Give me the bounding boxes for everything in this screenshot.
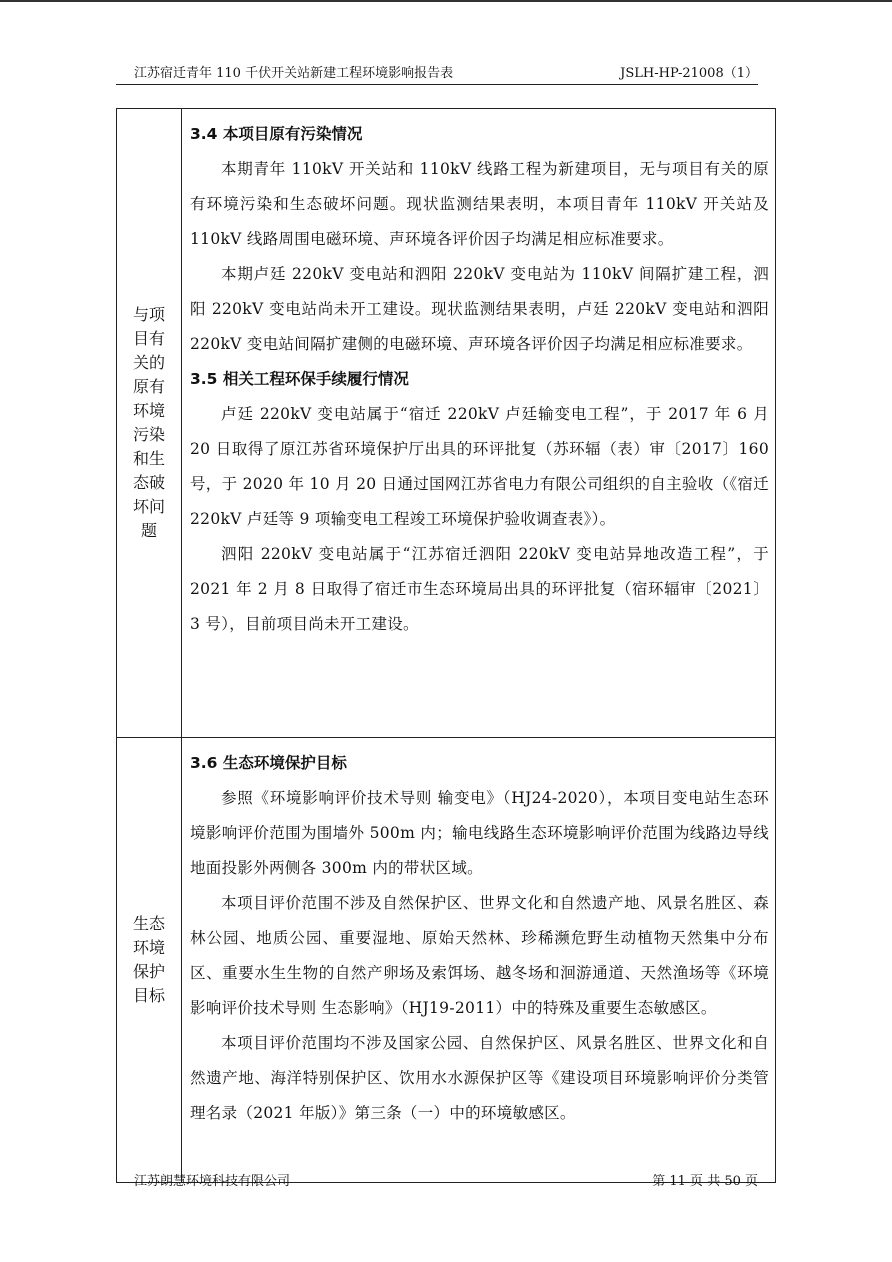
content-table <box>116 108 776 1183</box>
section-heading: 3.6 生态环境保护目标 <box>190 754 347 772</box>
page-footer <box>134 1172 758 1192</box>
page-header <box>134 64 758 84</box>
row-content-cell <box>182 738 776 1183</box>
paragraph: 参照《环境影响评价技术导则 输变电》（HJ24-2020），本项目变电站生态环境影响评价范围为围墙外 500m 内；输电线路生态环境影响评价范围为线路边导线地面投影外两侧各 300m 内的带状区域。 <box>190 789 769 877</box>
paragraph: 本期青年 110kV 开关站和 110kV 线路工程为新建项目，无与项目有关的原有环境污染和生态破坏问题。现状监测结果表明，本项目青年 110kV 开关站及 110kV 线路周围电磁环境、声环境各评价因子均满足相应标准要求。 <box>190 160 769 248</box>
row-label: 与项目有关的原有环境污染和生态破坏问题 <box>132 305 165 540</box>
paragraph: 本项目评价范围不涉及自然保护区、世界文化和自然遗产地、风景名胜区、森林公园、地质公园、重要湿地、原始天然林、珍稀濒危野生动植物天然集中分布区、重要水生生物的自然产卵场及索饵场、越冬场和洄游通道、天然渔场等《环境影响评价技术导则 生态影响》（HJ19-2011）中的特殊及重要生态敏感区。 <box>190 894 769 1017</box>
row-content-cell <box>182 109 776 738</box>
section-heading: 3.4 本项目原有污染情况 <box>190 125 363 143</box>
row-label-cell <box>117 109 182 738</box>
header-divider <box>116 84 758 85</box>
paragraph: 本期卢廷 220kV 变电站和泗阳 220kV 变电站为 110kV 间隔扩建工程，泗阳 220kV 变电站尚未开工建设。现状监测结果表明，卢廷 220kV 变电站和泗阳 220kV 变电站间隔扩建侧的电磁环境、声环境各评价因子均满足相应标准要求。 <box>190 265 769 353</box>
row-label: 生态环境保护目标 <box>132 914 165 1005</box>
company-name: 江苏朗慧环境科技有限公司 <box>134 1174 291 1189</box>
paragraph: 卢廷 220kV 变电站属于“宿迁 220kV 卢廷输变电工程”，于 2017 年 6 月 20 日取得了原江苏省环境保护厅出具的环评批复（苏环辐（表）审〔2017〕160 号，于 2020 年 10 月 20 日通过国网江苏省电力有限公司组织的自主验收（《宿迁 220kV 卢廷等 9 项输变电工程竣工环境保护验收调查表》）。 <box>190 405 769 528</box>
page-number: 第 11 页 共 50 页 <box>652 1174 758 1189</box>
document-code: JSLH-HP-21008（1） <box>620 66 758 81</box>
table-row <box>117 738 776 1183</box>
document-title: 江苏宿迁青年 110 千伏开关站新建工程环境影响报告表 <box>134 66 454 81</box>
table-row <box>117 109 776 738</box>
paragraph: 本项目评价范围均不涉及国家公园、自然保护区、风景名胜区、世界文化和自然遗产地、海洋特别保护区、饮用水水源保护区等《建设项目环境影响评价分类管理名录（2021 年版）》第三条（一）中的环境敏感区。 <box>190 1034 769 1122</box>
row-label-cell <box>117 738 182 1183</box>
paragraph: 泗阳 220kV 变电站属于“江苏宿迁泗阳 220kV 变电站异地改造工程”，于 2021 年 2 月 8 日取得了宿迁市生态环境局出具的环评批复（宿环辐审〔2021〕3 号），目前项目尚未开工建设。 <box>190 545 769 633</box>
top-border-line <box>0 0 892 2</box>
section-heading: 3.5 相关工程环保手续履行情况 <box>190 370 409 388</box>
